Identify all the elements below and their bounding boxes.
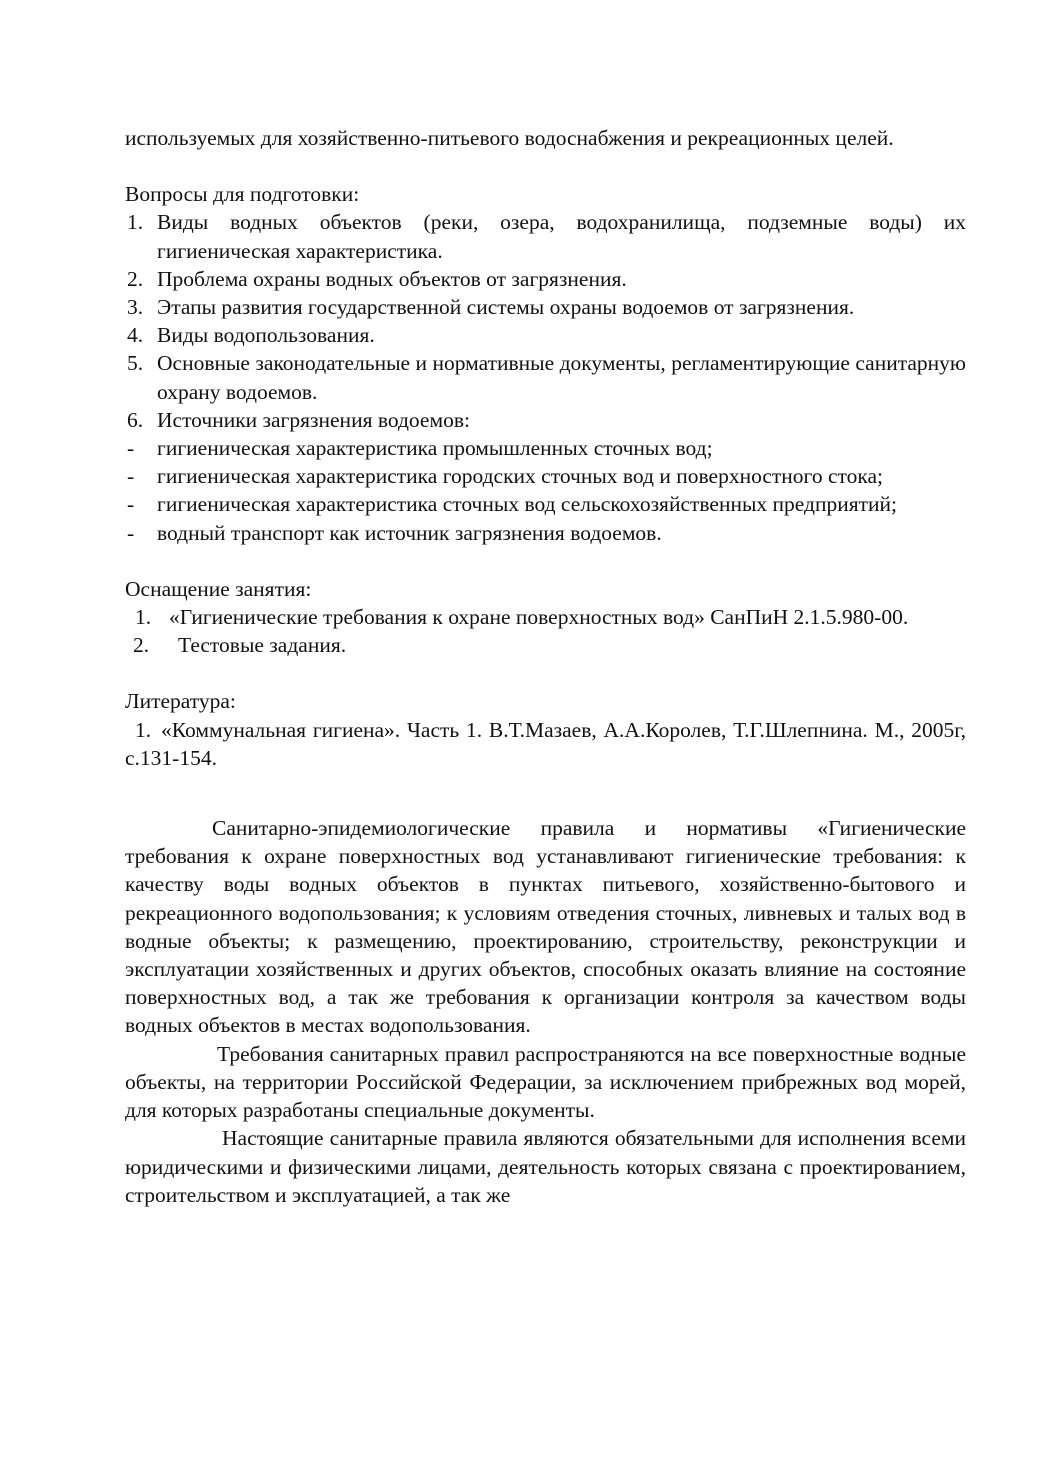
list-item-text: Виды водных объектов (реки, озера, водохранилища, подземные воды) их гигиеническая характеристика. bbox=[157, 210, 966, 263]
list-item bbox=[125, 603, 966, 631]
spacer bbox=[125, 547, 966, 575]
document-page bbox=[125, 124, 966, 1209]
questions-section bbox=[125, 180, 966, 547]
equipment-heading: Оснащение занятия: bbox=[125, 576, 312, 601]
dash-marker: - bbox=[127, 464, 135, 489]
list-item-text: гигиеническая характеристика промышленных сточных вод; bbox=[157, 436, 713, 461]
list-item-text: Источники загрязнения водоемов: bbox=[157, 407, 470, 432]
questions-list bbox=[125, 208, 966, 434]
list-marker: 2. bbox=[127, 266, 144, 291]
list-item bbox=[125, 265, 966, 293]
list-item bbox=[125, 293, 966, 321]
list-marker: 3. bbox=[127, 295, 144, 320]
list-marker: 5. bbox=[127, 351, 144, 376]
spacer bbox=[125, 772, 966, 814]
list-item-text: гигиеническая характеристика сточных вод сельскохозяйственных предприятий; bbox=[157, 492, 898, 517]
list-marker: 1. bbox=[135, 717, 152, 742]
list-marker: 2. bbox=[133, 633, 150, 658]
spacer bbox=[125, 152, 966, 180]
list-item bbox=[125, 631, 966, 659]
body-paragraph: Настоящие санитарные правила являются обязательными для исполнения всеми юридическими и физическими лицами, деятельность которых связана с проектированием, строительством и эксплуатацией, а так же bbox=[125, 1126, 966, 1207]
list-marker: 4. bbox=[127, 323, 144, 348]
literature-item-text: «Коммунальная гигиена». Часть 1. В.Т.Мазаев, А.А.Королев, Т.Г.Шлепнина. М., 2005г, с.131-154. bbox=[125, 717, 966, 770]
equipment-section bbox=[125, 575, 966, 660]
spacer bbox=[125, 659, 966, 687]
intro-paragraph: используемых для хозяйственно-питьевого водоснабжения и рекреационных целей. bbox=[125, 126, 894, 150]
body-paragraph: Санитарно-эпидемиологические правила и нормативы «Гигиенические требования к охране поверхностных вод устанавливают гигиенические требования: к качеству воды водных объектов в пунктах питьевого, хозяйственно-бытового и рекреационного водопользования; к условиям отведения сточных, ливневых и талых вод в водные объекты; к размещению, проектированию, строительству, реконструкции и эксплуатации хозяйственных и других объектов, способных оказать влияние на состояние поверхностных вод, а так же требования к организации контроля за качеством воды водных объектов в местах водопользования. bbox=[125, 816, 966, 1038]
list-item-text: Проблема охраны водных объектов от загрязнения. bbox=[157, 266, 627, 291]
list-item bbox=[125, 462, 966, 490]
list-item-text: Виды водопользования. bbox=[157, 323, 375, 348]
list-item-text: гигиеническая характеристика городских сточных вод и поверхностного стока; bbox=[157, 464, 884, 489]
sources-list bbox=[125, 434, 966, 547]
literature-item bbox=[125, 716, 966, 772]
list-marker: 1. bbox=[127, 210, 144, 235]
body-paragraph: Требования санитарных правил распространяются на все поверхностные водные объекты, на территории Российской Федерации, за исключением прибрежных вод морей, для которых разработаны специальные документы. bbox=[125, 1041, 966, 1123]
dash-marker: - bbox=[127, 520, 135, 545]
list-item bbox=[125, 349, 966, 405]
list-item bbox=[125, 434, 966, 462]
questions-heading: Вопросы для подготовки: bbox=[125, 182, 360, 207]
list-item-text: Тестовые задания. bbox=[178, 633, 347, 658]
list-item-text: «Гигиенические требования к охране поверхностных вод» СанПиН 2.1.5.980-00. bbox=[169, 605, 909, 630]
literature-section bbox=[125, 687, 966, 772]
list-item-text: Этапы развития государственной системы охраны водоемов от загрязнения. bbox=[157, 295, 855, 320]
body-section bbox=[125, 814, 966, 1209]
list-item-text: Основные законодательные и нормативные документы, регламентирующие санитарную охрану водоемов. bbox=[157, 351, 966, 404]
literature-heading: Литература: bbox=[125, 689, 236, 714]
dash-marker: - bbox=[127, 436, 135, 461]
list-marker: 6. bbox=[127, 407, 144, 432]
list-item bbox=[125, 321, 966, 349]
list-item bbox=[125, 519, 966, 547]
list-item bbox=[125, 490, 966, 518]
list-item-text: водный транспорт как источник загрязнения водоемов. bbox=[157, 520, 662, 545]
list-item bbox=[125, 406, 966, 434]
equipment-list bbox=[125, 603, 966, 659]
dash-marker: - bbox=[127, 492, 135, 517]
list-marker: 1. bbox=[135, 605, 152, 630]
list-item bbox=[125, 208, 966, 264]
